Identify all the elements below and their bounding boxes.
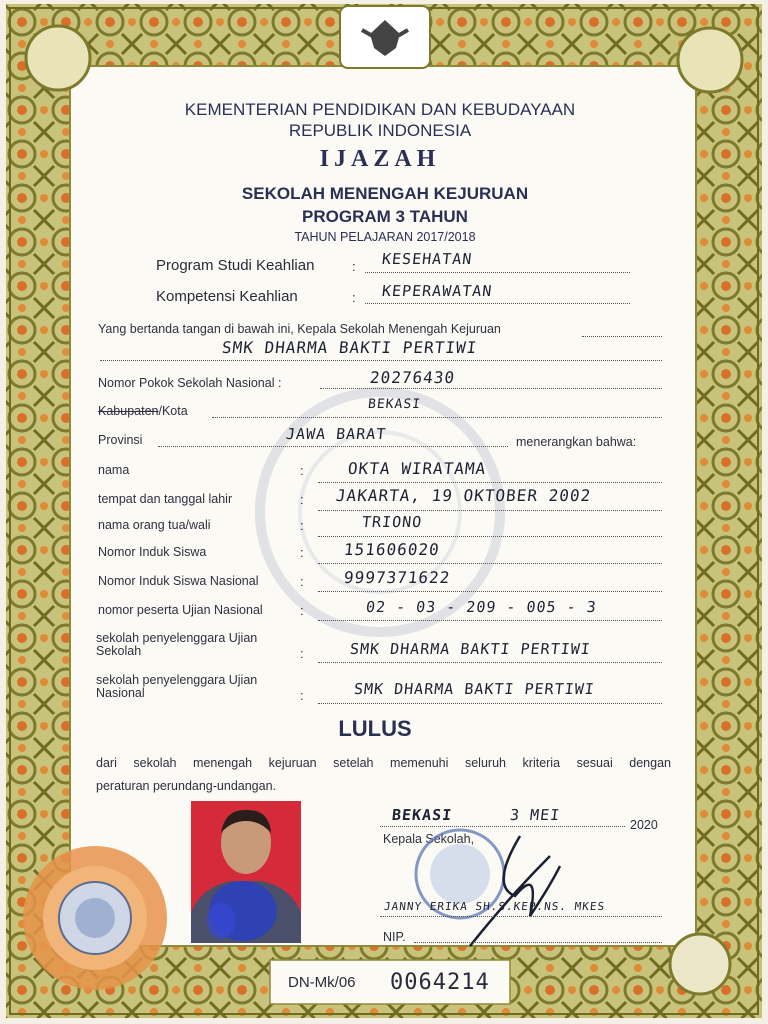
kota-label-text: /Kota xyxy=(158,404,188,418)
peserta-value: 02 - 03 - 209 - 005 - 3 xyxy=(365,598,598,616)
dotted-line xyxy=(318,563,662,564)
colon: : xyxy=(300,492,304,507)
npsn-label: Nomor Pokok Sekolah Nasional : xyxy=(98,376,282,390)
npsn-value: 20276430 xyxy=(369,368,457,387)
dotted-line xyxy=(320,388,662,389)
kompetensi-label: Kompetensi Keahlian xyxy=(156,288,298,305)
ttl-label: tempat dan tanggal lahir xyxy=(98,492,233,506)
student-photo xyxy=(191,801,301,943)
dotted-line xyxy=(212,417,662,418)
result-line-1: dari sekolah menengah kejuruan setelah memenuhi seluruh kriteria sesuai dengan xyxy=(96,756,671,770)
dotted-line xyxy=(414,942,662,943)
dotted-line xyxy=(318,703,662,704)
dotted-line xyxy=(318,510,662,511)
kota-label xyxy=(98,404,188,418)
school-type-heading: SEKOLAH MENENGAH KEJURUAN xyxy=(241,184,529,203)
headmaster-name: JANNY ERIKA SH.S.KEP.NS. MKES xyxy=(383,900,606,913)
intro-text: Yang bertanda tangan di bawah ini, Kepala Sekolah Menengah Kejuruan xyxy=(98,322,501,336)
dotted-line xyxy=(582,336,662,337)
dotted-line xyxy=(365,272,630,273)
program-studi-value: KESEHATAN xyxy=(381,250,474,268)
ujian-nasional-label-line2: Nasional xyxy=(96,686,145,700)
ujian-nasional-value: SMK DHARMA BAKTI PERTIWI xyxy=(353,680,596,698)
date-value: 3 MEI xyxy=(509,806,562,824)
colon: : xyxy=(300,545,304,560)
colon: : xyxy=(352,259,356,274)
provinsi-value: JAWA BARAT xyxy=(285,425,388,443)
dotted-line xyxy=(318,620,662,621)
school-name-value: SMK DHARMA BAKTI PERTIWI xyxy=(221,338,479,357)
program-studi-label: Program Studi Keahlian xyxy=(156,257,315,274)
result-line-2: peraturan perundang-undangan. xyxy=(96,779,277,793)
nama-label: nama xyxy=(98,463,130,477)
peserta-label: nomor peserta Ujian Nasional xyxy=(98,603,263,617)
kabupaten-struck: Kabupaten xyxy=(98,404,159,418)
result-status: LULUS xyxy=(338,716,412,741)
colon: : xyxy=(300,463,304,478)
colon: : xyxy=(300,518,304,533)
nisn-value: 9997371622 xyxy=(343,568,452,587)
ujian-nasional-label-line1: sekolah penyelenggara Ujian xyxy=(96,673,258,687)
school-stamp-and-signature xyxy=(400,826,590,956)
nis-value: 151606020 xyxy=(343,540,441,559)
colon: : xyxy=(300,646,304,661)
dotted-line xyxy=(318,662,662,663)
nip-label: NIP. xyxy=(383,930,406,944)
colon: : xyxy=(300,688,304,703)
dotted-line xyxy=(100,360,662,361)
ujian-sekolah-label xyxy=(96,632,257,658)
dotted-line xyxy=(158,446,508,447)
dotted-line xyxy=(318,482,662,483)
nis-label: Nomor Induk Siswa xyxy=(98,545,207,559)
dotted-line xyxy=(318,536,662,537)
dotted-line xyxy=(365,303,630,304)
ministry-heading: KEMENTERIAN PENDIDIKAN DAN KEBUDAYAAN xyxy=(184,100,576,119)
nisn-label: Nomor Induk Siswa Nasional xyxy=(98,574,259,588)
ortu-label: nama orang tua/wali xyxy=(98,518,211,532)
provinsi-label: Provinsi xyxy=(98,433,143,447)
republic-heading: REPUBLIK INDONESIA xyxy=(288,121,472,140)
ortu-value: TRIONO xyxy=(361,513,424,531)
place-value: BEKASI xyxy=(391,806,454,824)
kota-value: BEKASI xyxy=(367,397,422,412)
dotted-line xyxy=(318,591,662,592)
document-title: IJAZAH xyxy=(319,146,441,172)
ujian-sekolah-label-line1: sekolah penyelenggara Ujian xyxy=(96,631,258,645)
academic-year: TAHUN PELAJARAN 2017/2018 xyxy=(294,230,476,244)
kepala-label: Kepala Sekolah, xyxy=(383,832,475,846)
ujian-sekolah-label-line2: Sekolah xyxy=(96,644,142,658)
colon: : xyxy=(352,290,356,305)
doc-code: DN-Mk/06 xyxy=(288,974,356,991)
ujian-sekolah-value: SMK DHARMA BAKTI PERTIWI xyxy=(349,640,592,658)
dotted-line xyxy=(380,916,662,917)
signature-year: 2020 xyxy=(630,818,658,832)
colon: : xyxy=(300,574,304,589)
program-heading: PROGRAM 3 TAHUN xyxy=(302,207,468,226)
ujian-nasional-label xyxy=(96,674,257,700)
serial-number: 0064214 xyxy=(390,970,490,995)
ttl-value: JAKARTA, 19 OKTOBER 2002 xyxy=(335,486,593,505)
kompetensi-value: KEPERAWATAN xyxy=(381,282,494,300)
colon: : xyxy=(300,603,304,618)
menerangkan-text: menerangkan bahwa: xyxy=(516,435,637,449)
student-photo-figure xyxy=(191,801,301,943)
nama-value: OKTA WIRATAMA xyxy=(347,459,488,478)
